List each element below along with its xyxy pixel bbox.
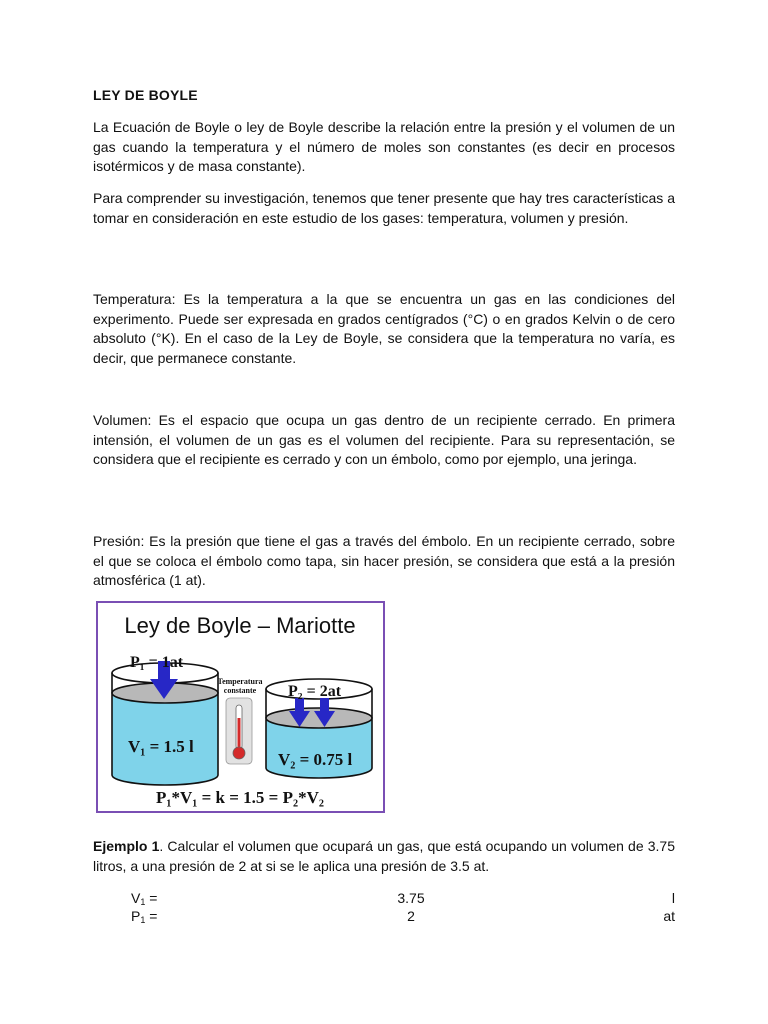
boyle-mariotte-figure: [96, 601, 385, 813]
temperature-paragraph: Temperatura: Es la temperatura a la que se encuentra un gas en las condiciones del experimento. Puede ser expresada en grados centígrados (°C) o en grados Kelvin o de cero absoluto (°K). En el caso de la Ley de Boyle, se considera que la temperatura no varía, es decir, que permanece constante.: [93, 291, 675, 366]
document-title: LEY DE BOYLE: [93, 87, 198, 103]
boyle-formula: P₁*V₁ = k = 1.5 = P₂*V₂: [156, 788, 324, 807]
right-cylinder: [266, 679, 372, 778]
example-label: Ejemplo 1: [93, 838, 160, 854]
given-variables: [93, 890, 675, 926]
variable-name: $V_1$ =: [131, 890, 158, 907]
characteristics-paragraph: Para comprender su investigación, tenemos que tener presente que hay tres características a tomar en consideración en este estudio de los gases: temperatura, volumen y presión.: [93, 190, 675, 226]
left-cylinder: [112, 654, 218, 785]
boyle-diagram: [98, 603, 383, 811]
figure-title: Ley de Boyle – Mariotte: [124, 613, 356, 638]
example-paragraph: [93, 837, 675, 876]
thermo-label-2: constante: [223, 686, 257, 695]
pressure-paragraph: Presión: Es la presión que tiene el gas a través del émbolo. En un recipiente cerrado, sobre el que se coloca el émbolo como tapa, sin hacer presión, se considera que está a la presión atmosférica (1 at).: [93, 533, 675, 588]
intro-paragraph: La Ecuación de Boyle o ley de Boyle describe la relación entre la presión y el volumen de un gas cuando la temperatura y el número de moles son constantes (es decir en procesos isotérmicos y de masa constante).: [93, 119, 675, 174]
variable-row-p1: [93, 908, 675, 926]
p2-label: P₂ = 2at: [288, 683, 342, 700]
variable-value: 2: [407, 908, 415, 924]
variable-unit: at: [663, 908, 675, 924]
variable-row-v1: [93, 890, 675, 908]
p1-label: P₁ = 1at: [130, 654, 184, 671]
volume-paragraph: Volumen: Es el espacio que ocupa un gas dentro de un recipiente cerrado. En primera intensión, el volumen de un gas es el volumen del recipiente. Para su representación, se considera que el recipiente es cerrado y con un émbolo, como por ejemplo, una jeringa.: [93, 412, 675, 467]
thermo-label-1: Temperatura: [217, 677, 263, 686]
example-text: . Calcular el volumen que ocupará un gas, que está ocupando un volumen de 3.75 litros, a una presión de 2 at si se le aplica una presión de 3.5 at.: [93, 838, 675, 874]
v1-label: V₁ = 1.5 l: [128, 737, 194, 756]
variable-value: 3.75: [397, 890, 425, 906]
variable-name: $P_1$ =: [131, 908, 158, 925]
thermometer-icon: [217, 677, 262, 764]
variable-unit: l: [671, 890, 675, 906]
v2-label: V₂ = 0.75 l: [278, 750, 353, 769]
